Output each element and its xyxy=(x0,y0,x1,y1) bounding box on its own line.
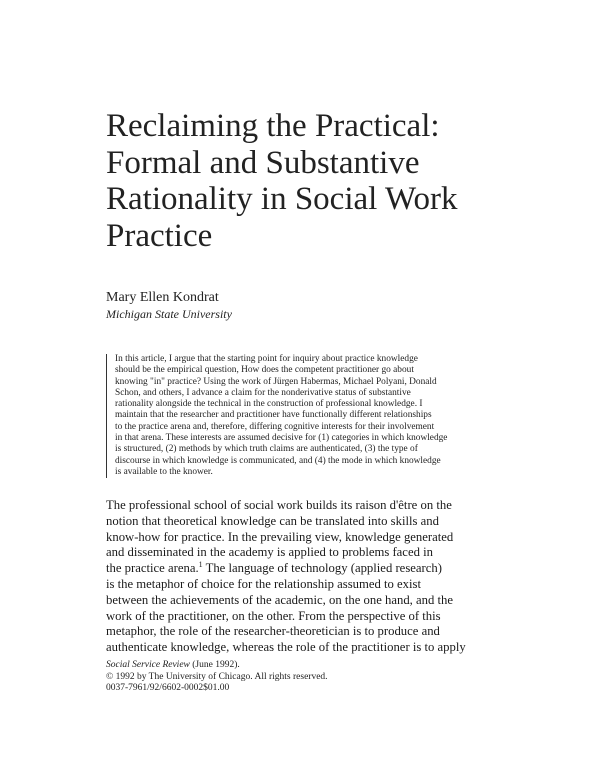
body-line: between the achievements of the academic, on the one hand, and the xyxy=(106,592,453,607)
abstract-line: is available to the knower. xyxy=(115,466,213,477)
abstract-line: In this article, I argue that the starting point for inquiry about practice knowledge xyxy=(115,354,418,364)
journal-date: (June 1992). xyxy=(189,660,240,670)
abstract-line: is structured, (2) methods by which truth claims are authenticated, (3) the type of xyxy=(115,444,418,455)
abstract-line: knowing "in" practice? Using the work of Jürgen Habermas, Michael Polyani, Donald xyxy=(115,376,437,387)
issn-code: 0037-7961/92/6602-0002$01.00 xyxy=(106,683,230,693)
abstract-line: in that arena. These interests are assumed decisive for (1) categories in which knowledge xyxy=(115,433,448,444)
abstract-line: to the practice arena and, therefore, differing cognitive interests for their involvement xyxy=(115,421,435,432)
title-line: Rationality in Social Work xyxy=(106,181,458,217)
publication-footer xyxy=(106,660,328,695)
body-line: is the metaphor of choice for the relationship assumed to exist xyxy=(106,576,421,591)
abstract-line: rationality alongside the technical in the construction of professional knowledge. I xyxy=(115,399,423,410)
body-line-start: the practice arena. xyxy=(106,561,199,576)
footnote-ref[interactable]: 1 xyxy=(198,559,203,569)
body-paragraph xyxy=(106,498,496,656)
author-affiliation: Michigan State University xyxy=(106,307,232,321)
body-line xyxy=(106,561,496,577)
body-line: notion that theoretical knowledge can be translated into skills and xyxy=(106,513,439,528)
body-line-end: The language of technology (applied research) xyxy=(202,561,442,576)
journal-citation xyxy=(106,660,328,672)
abstract-line: discourse in which knowledge is communicated, and (4) the mode in which knowledge xyxy=(115,455,441,466)
journal-name: Social Service Review xyxy=(106,660,190,670)
copyright-line: © 1992 by The University of Chicago. All rights reserved. xyxy=(106,671,328,682)
body-line: know-how for practice. In the prevailing view, knowledge generated xyxy=(106,529,454,544)
title-line: Formal and Substantive xyxy=(106,144,420,181)
abstract-line: Schon, and others, I advance a claim for the nonderivative status of substantive xyxy=(115,387,411,398)
body-line: and disseminated in the academy is applied to problems faced in xyxy=(106,545,433,560)
abstract xyxy=(106,354,501,478)
body-line: The professional school of social work builds its raison d'être on the xyxy=(106,498,452,512)
title-line: Practice xyxy=(106,217,213,254)
abstract-line: should be the empirical question, How does the competent practitioner go about xyxy=(115,365,414,376)
author-name: Mary Ellen Kondrat xyxy=(106,290,219,305)
body-line: authenticate knowledge, whereas the role of the practitioner is to apply xyxy=(106,640,466,655)
title-line: Reclaiming the Practical: xyxy=(106,108,440,144)
article-title xyxy=(106,108,526,254)
body-line: metaphor, the role of the researcher-theoretician is to produce and xyxy=(106,624,440,639)
body-line: work of the practitioner, on the other. From the perspective of this xyxy=(106,608,441,623)
abstract-line: maintain that the researcher and practitioner have functionally different relationships xyxy=(115,410,432,421)
